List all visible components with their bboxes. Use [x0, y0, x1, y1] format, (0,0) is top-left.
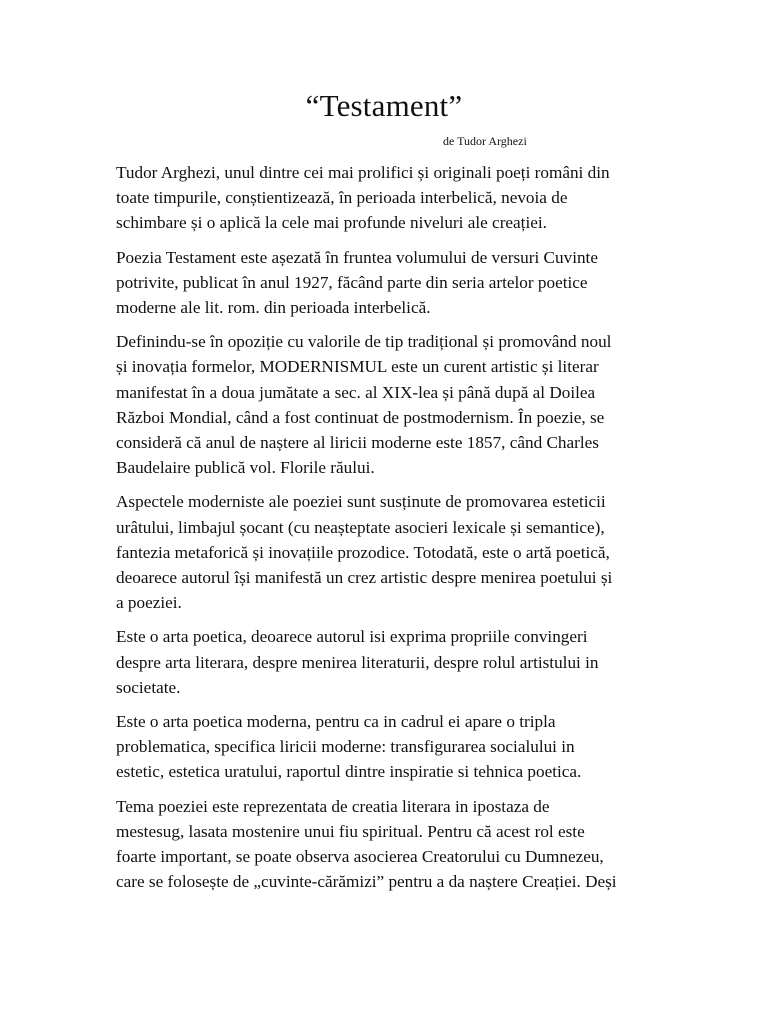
text-line: consideră că anul de naștere al liricii moderne este 1857, când Charles: [116, 433, 599, 453]
text-line: societate.: [116, 677, 181, 697]
paragraph-7: [116, 794, 676, 895]
text-line: schimbare și o aplică la cele mai profunde niveluri ale creației.: [116, 213, 547, 233]
text-line: Este o arta poetica, deoarece autorul isi exprima propriile convingeri: [116, 627, 588, 647]
paragraph-6: [116, 709, 676, 785]
paragraph-1: [116, 160, 676, 236]
text-line: care se folosește de „cuvinte-cărămizi” pentru a da naștere Creației. Deși: [116, 872, 617, 892]
text-line: deoarece autorul își manifestă un crez artistic despre menirea poetului și: [116, 568, 613, 588]
text-line: moderne ale lit. rom. din perioada interbelică.: [116, 298, 431, 318]
text-line: fantezia metaforică și inovațiile prozodice. Totodată, este o artă poetică,: [116, 542, 610, 562]
text-line: urâtului, limbajul șocant (cu neașteptate asocieri lexicale și semantice),: [116, 517, 605, 537]
text-line: și inovația formelor, MODERNISMUL este un curent artistic și literar: [116, 357, 599, 377]
paragraph-4: [116, 489, 676, 615]
text-line: Definindu-se în opoziție cu valorile de tip tradițional și promovând noul: [116, 332, 612, 352]
text-line: Tudor Arghezi, unul dintre cei mai prolifici și originali poeți români din: [116, 163, 610, 182]
text-line: Aspectele moderniste ale poeziei sunt susținute de promovarea esteticii: [116, 492, 606, 512]
paragraph-3: [116, 329, 676, 480]
paragraph-2: [116, 245, 676, 321]
text-line: potrivite, publicat în anul 1927, făcând parte din seria artelor poetice: [116, 272, 588, 292]
text-line: a poeziei.: [116, 593, 182, 613]
text-line: Poezia Testament este așezată în fruntea volumului de versuri Cuvinte: [116, 247, 598, 267]
text-line: foarte important, se poate observa asocierea Creatorului cu Dumnezeu,: [116, 847, 604, 867]
text-line: Tema poeziei este reprezentata de creatia literara in ipostaza de: [116, 796, 550, 816]
text-line: toate timpurile, conștientizează, în perioada interbelică, nevoia de: [116, 188, 568, 208]
document-body: [116, 160, 676, 903]
text-line: Baudelaire publică vol. Florile răului.: [116, 458, 375, 478]
text-line: despre arta literara, despre menirea literaturii, despre rolul artistului in: [116, 652, 599, 672]
document-author: de Tudor Arghezi: [443, 134, 527, 148]
text-line: Este o arta poetica moderna, pentru ca in cadrul ei apare o tripla: [116, 712, 556, 732]
text-line: manifestat în a doua jumătate a sec. al XIX-lea și până după al Doilea: [116, 382, 596, 402]
text-line: Război Mondial, când a fost continuat de postmodernism. În poezie, se: [116, 407, 605, 427]
text-line: problematica, specifica liricii moderne: transfigurarea socialului in: [116, 737, 575, 757]
text-line: mestesug, lasata mostenire unui fiu spiritual. Pentru că acest rol este: [116, 821, 585, 841]
document-title: “Testament”: [305, 88, 463, 123]
text-line: estetic, estetica uratului, raportul dintre inspiratie si tehnica poetica.: [116, 762, 582, 782]
paragraph-5: [116, 624, 676, 700]
